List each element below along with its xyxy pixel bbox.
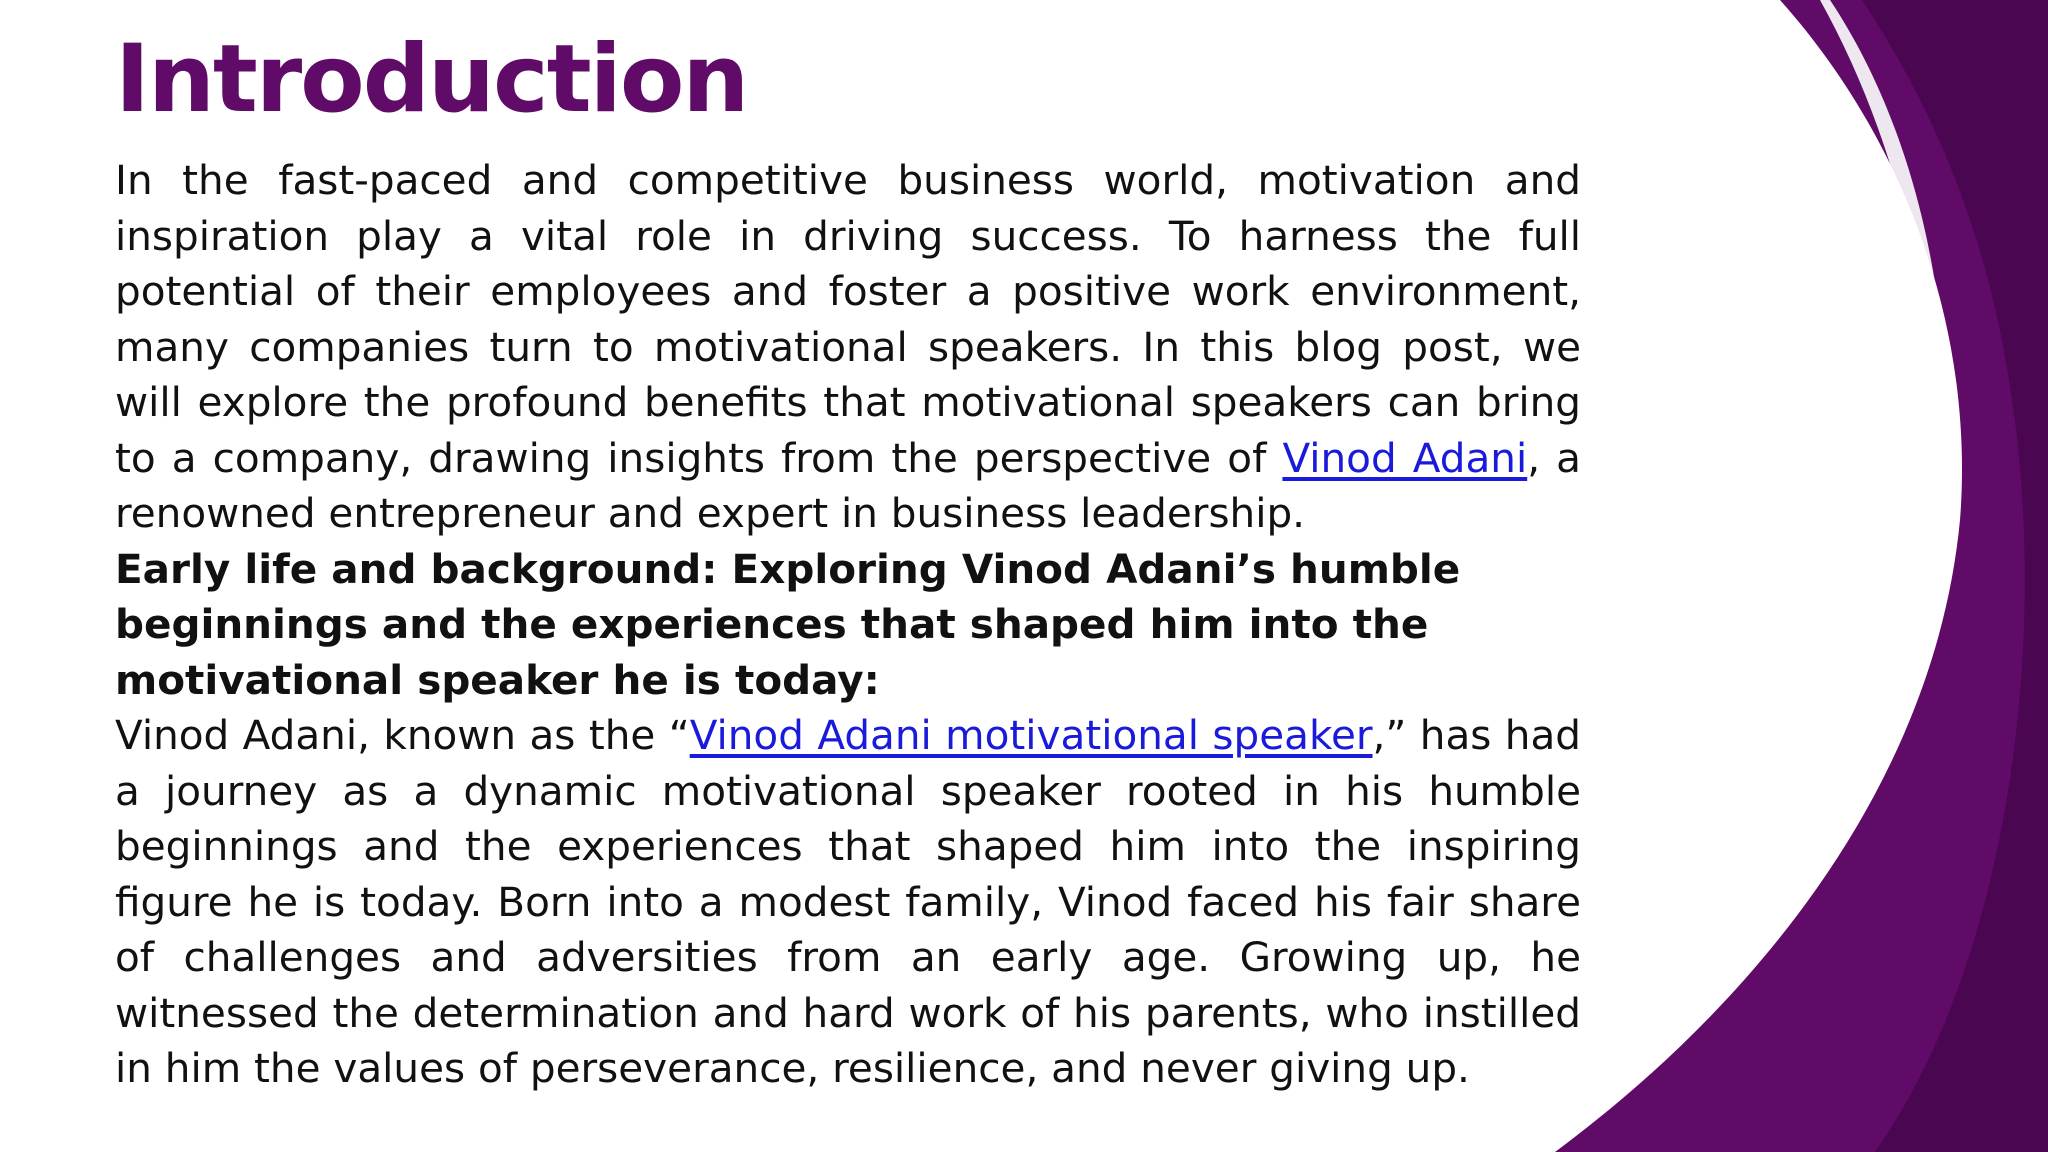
slide-content	[115, 25, 1582, 1097]
intro-text-after-link: , a renowned entrepreneur and expert in business leadership.	[115, 433, 1581, 538]
vinod-adani-motivational-speaker-link[interactable]: Vinod Adani motivational speaker	[689, 711, 1373, 760]
intro-text-before-link: In the fast-paced and competitive business world, motivation and inspiration play a vital role in driving success. To harness the full potential of their employees and foster a positive work environment, many companies turn to motivational speakers. In this blog post, we will explore the profound benefits that motivational speakers can bring to a company, drawing insights from the perspective of	[115, 156, 1581, 482]
early-life-text-before-link: Vinod Adani, known as the “	[115, 711, 690, 760]
slide-title: Introduction	[115, 25, 748, 134]
early-life-subheading: Early life and background: Exploring Vinod Adani’s humble beginnings and the experiences that shaped him into the motivational speaker he is today:	[115, 544, 1461, 704]
early-life-text-after-link: ,” has had a journey as a dynamic motivational speaker rooted in his humble beginnings and the experiences that shaped him into the inspiring figure he is today. Born into a modest family, Vinod faced his fair share of challenges and adversities from an early age. Growing up, he witnessed the determination and hard work of his parents, who instilled in him the values of perseverance, resilience, and never giving up.	[115, 711, 1582, 1093]
vinod-adani-link[interactable]: Vinod Adani	[1282, 433, 1528, 482]
intro-paragraph	[115, 153, 1581, 542]
early-life-paragraph	[115, 708, 1581, 1097]
